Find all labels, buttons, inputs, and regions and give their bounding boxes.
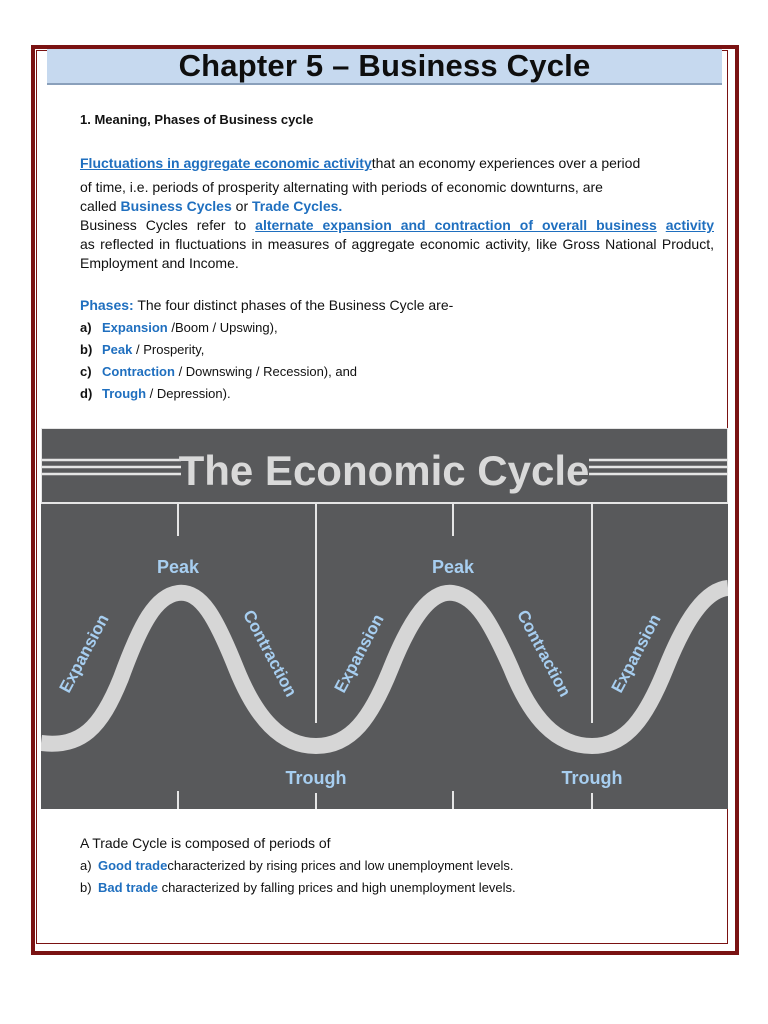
trade-letter: a) (80, 858, 92, 873)
phase-letter: b) (80, 342, 93, 357)
chapter-title: Chapter 5 – Business Cycle (178, 48, 591, 83)
diagram-title: The Economic Cycle (178, 447, 590, 494)
phase-name: Peak (102, 342, 133, 357)
contraction-label: Contraction (239, 606, 301, 700)
intro-line-3 (80, 197, 342, 216)
trade-desc: characterized by falling prices and high unemployment levels. (157, 880, 516, 895)
intro-line-4 (80, 216, 714, 235)
phase-item (80, 340, 204, 359)
intro-line-2: of time, i.e. periods of prosperity alternating with periods of economic downturns, are (80, 179, 603, 195)
contraction-label: Contraction (513, 606, 575, 700)
expansion-label: Expansion (330, 611, 388, 696)
section-heading: 1. Meaning, Phases of Business cycle (80, 112, 314, 127)
phase-desc: / Prosperity, (132, 342, 205, 357)
intro-line-1 (80, 154, 640, 173)
intro-rest: as reflected in fluctuations in measures of aggregate economic activity, like Gross National Product, Employment and Income. (80, 236, 714, 271)
trade-item (80, 878, 516, 897)
phase-name: Contraction (102, 364, 175, 379)
trough-label: Trough (285, 768, 347, 788)
trade-name: Bad trade (98, 880, 158, 895)
expansion-label: Expansion (55, 611, 113, 696)
or-text: or (231, 198, 252, 214)
phase-desc: /Boom / Upswing), (167, 320, 278, 335)
refer-prefix: Business Cycles refer to (80, 217, 256, 233)
phase-name: Expansion (102, 320, 168, 335)
chapter-title-bar (47, 49, 722, 85)
phase-item (80, 384, 231, 403)
phases-intro-text: The four distinct phases of the Business Cycle are- (133, 297, 454, 313)
phase-item (80, 362, 357, 381)
phase-desc: / Downswing / Recession), and (174, 364, 358, 379)
trade-letter: b) (80, 880, 92, 895)
trade-name: Good trade (98, 858, 168, 873)
trade-desc: characterized by rising prices and low unemployment levels. (167, 858, 514, 873)
alternate-expansion-link[interactable]: alternate expansion and contraction of overall business (255, 217, 657, 233)
called-prefix: called (80, 198, 121, 214)
phase-name: Trough (102, 386, 147, 401)
aggregate-activity-link[interactable]: Fluctuations in aggregate economic activity (80, 155, 372, 171)
activity-link[interactable]: activity (665, 217, 714, 233)
phases-label: Phases: (80, 297, 134, 313)
trade-item (80, 856, 513, 875)
peak-label: Peak (431, 557, 475, 577)
phase-letter: a) (80, 320, 92, 335)
peak-label: Peak (156, 557, 200, 577)
phase-letter: d) (80, 386, 93, 401)
trade-intro: A Trade Cycle is composed of periods of (80, 835, 331, 851)
trade-cycles-term: Trade Cycles. (252, 198, 343, 214)
phase-item (80, 318, 278, 337)
business-cycles-term: Business Cycles (120, 198, 232, 214)
phase-letter: c) (80, 364, 92, 379)
economic-cycle-diagram (41, 428, 728, 809)
trough-label: Trough (561, 768, 623, 788)
intro-line-1-rest: that an economy experiences over a period (371, 155, 641, 171)
phases-intro (80, 296, 453, 315)
expansion-label: Expansion (607, 611, 665, 696)
phase-desc: / Depression). (146, 386, 231, 401)
